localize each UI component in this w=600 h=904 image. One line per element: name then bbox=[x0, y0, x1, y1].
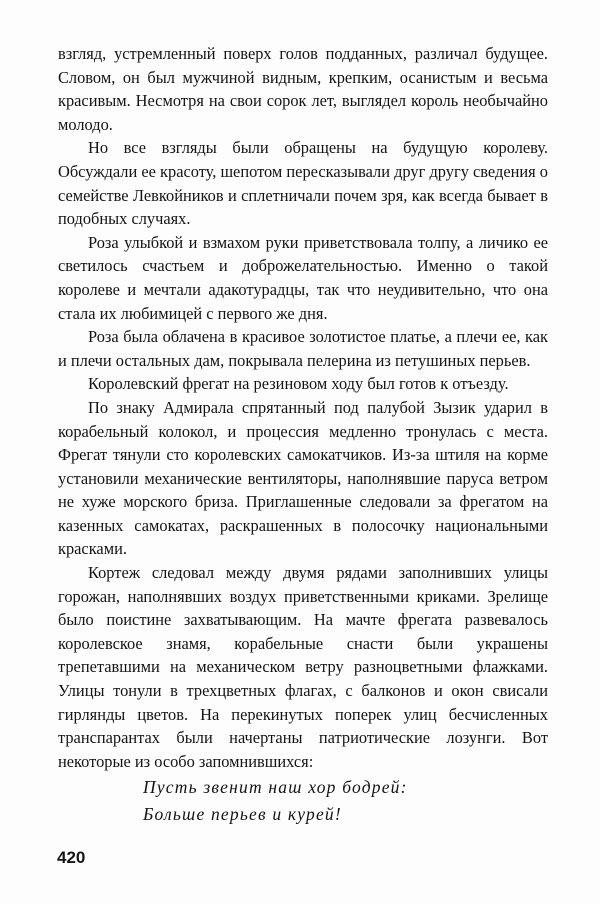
paragraph: Роза была облачена в красивое золотистое платье, а плечи ее, как и плечи остальных дам, покрывала пелерина из петушиных перьев. bbox=[58, 327, 548, 370]
paragraph: Королевский фрегат на резиновом ходу был готов к отъезду. bbox=[88, 374, 509, 394]
verse-line: Больше перьев и курей! bbox=[143, 804, 342, 824]
verse-quote bbox=[143, 774, 408, 828]
paragraph: По знаку Адмирала спрятанный под палубой Зызик ударил в корабельный колокол, и процессия медленно тронулась с места. Фрегат тянули сто королевских самокатчиков. Из-за штиля на корме установили механические вентиляторы, наполнявшие паруса ветром не хуже морского бриза. Приглашенные следовали за фрегатом на казенных самокатах, раскрашенных в полосочку национальными красками. bbox=[58, 397, 548, 559]
page-number: 420 bbox=[57, 848, 86, 867]
paragraph: взгляд, устремленный поверх голов подданных, различал будущее. Словом, он был мужчиной видным, крепким, осанистым и весьма красивым. Несмотря на свои сорок лет, выглядел король необычайно молодо. bbox=[58, 44, 548, 134]
paragraph: Кортеж следовал между двумя рядами заполнивших улицы горожан, наполнявших воздух приветственными криками. Зрелище было поистине захватывающим. На мачте фрегата развевалось королевское знамя, корабельные снасти были украшены трепетавшими на механическом ветру разноцветными флажками. Улицы тонули в трехцветных флагах, с балконов и окон свисали гирлянды цветов. На перекинутых поперек улиц бесчисленных транспарантах были начертаны патриотические лозунги. Вот некоторые из особо запомнившихся: bbox=[58, 563, 548, 771]
verse-line: Пусть звенит наш хор бодрей: bbox=[143, 777, 408, 797]
paragraph: Но все взгляды были обращены на будущую королеву. Обсуждали ее красоту, шепотом пересказывали друг другу сведения о семействе Левкойников и сплетничали почем зря, как всегда бывает в подобных случаях. bbox=[58, 138, 548, 229]
body-text bbox=[58, 42, 548, 773]
paragraph: Роза улыбкой и взмахом руки приветствовала толпу, а личико ее светилось счастьем и доброжелательностью. Именно о такой королеве и мечтали адакотурадцы, так что неудивительно, что она стала их любимицей с первого же дня. bbox=[58, 232, 548, 323]
